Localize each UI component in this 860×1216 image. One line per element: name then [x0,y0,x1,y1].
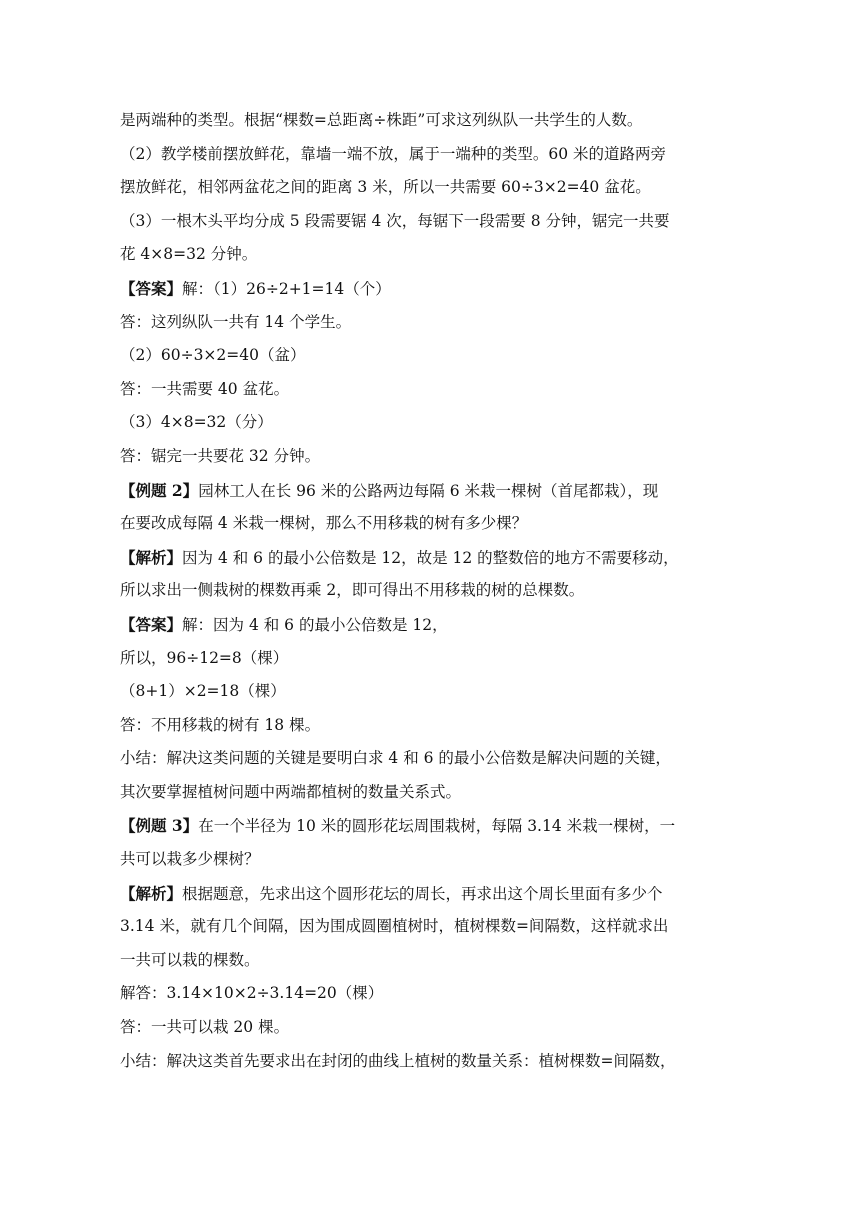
line-text: （8+1）×2=18（棵） [120,682,286,701]
example-label: 【例题 3】 [120,816,199,836]
example-label: 【例题 2】 [120,480,199,500]
line-text: 解：（1）26÷2+1=14（个） [182,279,391,298]
analysis-label: 【解析】 [120,883,183,903]
text-line [120,709,748,743]
line-text: 其次要掌握植树问题中两端都植树的数量关系式。 [120,782,462,801]
text-line [120,440,748,474]
example-3-heading [120,809,748,843]
line-text: 在一个半径为 10 米的圆形花坛周围栽树，每隔 3.14 米栽一棵树，一 [198,817,676,836]
line-text: 在要改成每隔 4 米栽一棵树，那么不用移栽的树有多少棵？ [120,514,528,533]
text-line [120,944,748,978]
line-text: （3）一根木头平均分成 5 段需要锯 4 次，每锯下一段需要 8 分钟，锯完一共要 [120,211,670,230]
analysis-label: 【解析】 [120,547,183,567]
text-line [120,776,748,810]
line-text: 小结：解决这类问题的关键是要明白求 4 和 6 的最小公倍数是解决问题的关键， [120,749,671,768]
answer-label: 【答案】 [120,614,183,634]
line-text: （3）4×8=32（分） [120,413,273,432]
line-text: 花 4×8=32 分钟。 [120,245,258,264]
line-text: （2）60÷3×2=40（盆） [120,346,306,365]
text-line [120,642,748,676]
text-line [120,238,748,272]
line-text: 是两端种的类型。根据“棵数=总距离÷株距”可求这列纵队一共学生的人数。 [120,111,643,129]
summary-line [120,742,748,776]
line-text: 答：一共可以栽 20 棵。 [120,1018,290,1037]
answer-label: 【答案】 [120,278,183,298]
text-line [120,339,748,373]
text-line [120,306,748,340]
line-text: 园林工人在长 96 米的公路两边每隔 6 米栽一棵树（首尾都栽），现 [198,481,659,500]
line-text: 一共可以栽的棵数。 [120,950,260,969]
line-text: 所以，96÷12=8（棵） [120,648,289,667]
text-line [120,104,748,138]
line-text: 摆放鲜花，相邻两盆花之间的距离 3 米，所以一共需要 60÷3×2=40 盆花。 [120,178,651,197]
line-text: （2）教学楼前摆放鲜花，靠墙一端不放，属于一端种的类型。60 米的道路两旁 [120,144,667,163]
text-line [120,1011,748,1045]
text-line [120,205,748,239]
analysis-line [120,877,748,911]
text-line [120,171,748,205]
line-text: 3.14 米，就有几个间隔，因为围成圆圈植树时，植树棵数=间隔数，这样就求出 [120,917,669,936]
line-text: 答：这列纵队一共有 14 个学生。 [120,312,352,331]
example-2-heading [120,474,748,508]
text-line [120,910,748,944]
text-line [120,138,748,172]
analysis-line [120,541,748,575]
text-line [120,574,748,608]
text-line [120,843,748,877]
document-body [120,104,748,1078]
text-line [120,373,748,407]
line-text: 根据题意，先求出这个圆形花坛的周长，再求出这个周长里面有多少个 [182,884,663,903]
line-text: 解：因为 4 和 6 的最小公倍数是 12， [182,615,448,634]
line-text: 答：锯完一共要花 32 分钟。 [120,446,321,465]
answer-line [120,608,748,642]
line-text: 共可以栽多少棵树？ [120,850,260,869]
summary-line [120,1045,748,1079]
line-text: 解答：3.14×10×2÷3.14=20（棵） [120,984,384,1003]
text-line [120,507,748,541]
text-line [120,675,748,709]
line-text: 所以求出一侧栽树的棵数再乘 2，即可得出不用移栽的树的总棵数。 [120,581,585,600]
text-line [120,977,748,1011]
line-text: 答：不用移栽的树有 18 棵。 [120,715,321,734]
text-line [120,406,748,440]
line-text: 因为 4 和 6 的最小公倍数是 12，故是 12 的整数倍的地方不需要移动， [182,548,679,567]
line-text: 小结：解决这类首先要求出在封闭的曲线上植树的数量关系：植树棵数=间隔数， [120,1051,676,1070]
line-text: 答：一共需要 40 盆花。 [120,379,290,398]
answer-line [120,272,748,306]
